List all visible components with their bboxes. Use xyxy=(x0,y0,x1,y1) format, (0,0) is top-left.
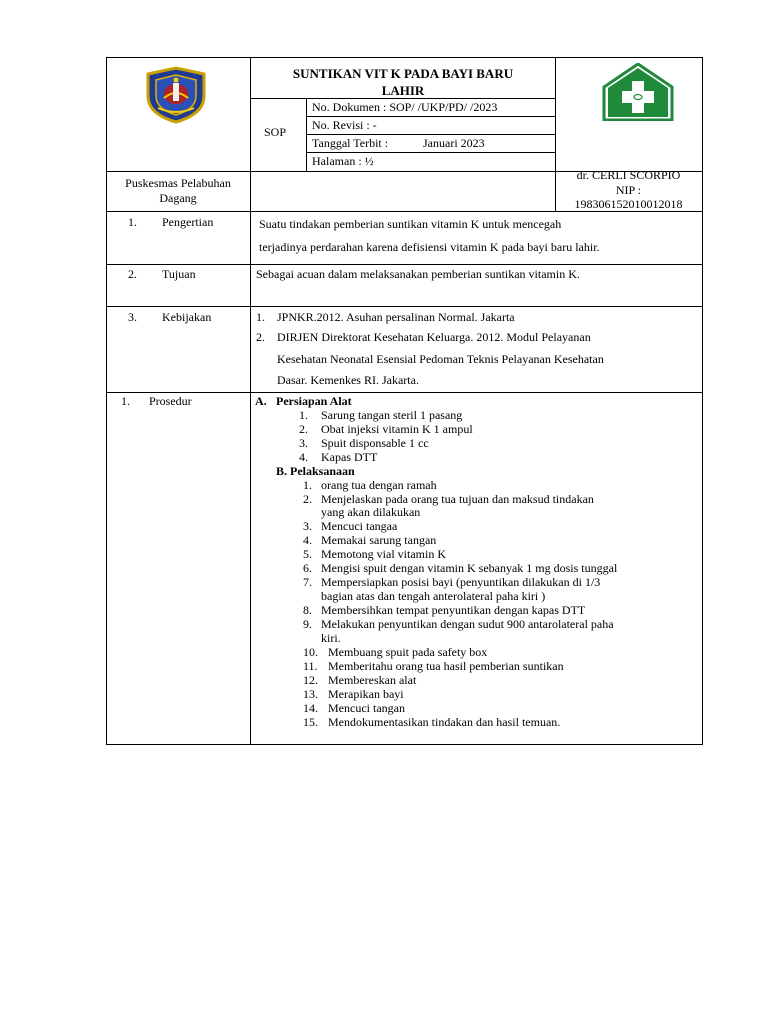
list-item: Sarung tangan steril 1 pasang xyxy=(321,408,463,422)
list-item-number: 10. xyxy=(303,645,318,659)
regional-emblem-icon xyxy=(144,66,208,124)
list-item-continuation: kiri. xyxy=(321,631,341,645)
list-item: Membuang spuit pada safety box xyxy=(328,645,488,659)
list-item: Melakukan penyuntikan dengan sudut 900 antarolateral paha xyxy=(321,617,614,631)
signatory-nip: 198306152010012018 xyxy=(574,197,683,211)
section-number-kebijakan: 3. xyxy=(128,310,137,324)
section-number-pengertian: 1. xyxy=(128,215,137,229)
list-item-continuation: bagian atas dan tengah anterolateral paha kiri ) xyxy=(321,589,546,603)
list-item-number: 5. xyxy=(303,547,312,561)
persiapan-heading: Persiapan Alat xyxy=(276,394,352,408)
doc-number: No. Dokumen : SOP/ /UKP/PD/ /2023 xyxy=(312,100,498,114)
list-item-number: 4. xyxy=(299,450,308,464)
list-item: Mencuci tangaa xyxy=(321,519,398,533)
doc-row-line-2 xyxy=(306,134,556,135)
list-item-number: 14. xyxy=(303,701,318,715)
list-item-number: 12. xyxy=(303,673,318,687)
list-item-number: 13. xyxy=(303,687,318,701)
column-divider xyxy=(250,57,251,745)
pengertian-text-line2: terjadinya perdarahan karena defisiensi vitamin K pada bayi baru lahir. xyxy=(259,240,600,254)
list-item-number: 4. xyxy=(303,533,312,547)
list-item: Merapikan bayi xyxy=(328,687,404,701)
list-item-number: 11. xyxy=(303,659,318,673)
doc-row-line-3 xyxy=(306,152,556,153)
table-border-right xyxy=(702,57,703,745)
table-border-left xyxy=(106,57,107,745)
section-line-tujuan xyxy=(106,306,703,307)
list-item-number: 6. xyxy=(303,561,312,575)
page-number: Halaman : ½ xyxy=(312,154,374,168)
doc-row-line-1 xyxy=(306,116,556,117)
table-border-bottom xyxy=(106,744,703,745)
kebijakan-item2-number: 2. xyxy=(256,330,265,344)
institution-name-line2: Dagang xyxy=(159,191,197,205)
list-item: Mempersiapkan posisi bayi (penyuntikan dilakukan di 1/3 xyxy=(321,575,601,589)
list-item: Menjelaskan pada orang tua tujuan dan maksud tindakan xyxy=(321,492,594,506)
list-item-number: 8. xyxy=(303,603,312,617)
list-item: Mencuci tangan xyxy=(328,701,405,715)
list-item: Kapas DTT xyxy=(321,450,378,464)
list-item-number: 3. xyxy=(299,436,308,450)
pelaksanaan-heading: B. Pelaksanaan xyxy=(276,464,355,478)
kebijakan-item2-line1: DIRJEN Direktorat Kesehatan Keluarga. 2012. Modul Pelayanan xyxy=(277,330,591,344)
title-bottom-line xyxy=(250,98,556,99)
list-item: Memberitahu orang tua hasil pemberian suntikan xyxy=(328,659,564,673)
section-label-prosedur: Prosedur xyxy=(149,394,192,408)
list-item-number: 1. xyxy=(303,478,312,492)
persiapan-heading-number: A. xyxy=(255,394,267,408)
kebijakan-item2-line2: Kesehatan Neonatal Esensial Pedoman Teknis Pelayanan Kesehatan xyxy=(277,352,604,366)
kebijakan-item1-text: JPNKR.2012. Asuhan persalinan Normal. Jakarta xyxy=(277,310,515,324)
section-line-pengertian xyxy=(106,264,703,265)
list-item-continuation: yang akan dilakukan xyxy=(321,505,421,519)
list-item: Mendokumentasikan tindakan dan hasil temuan. xyxy=(328,715,561,729)
green-cross-logo-icon xyxy=(602,63,674,121)
header-bottom-line xyxy=(106,211,703,212)
table-border-top xyxy=(106,57,703,58)
list-item-number: 15. xyxy=(303,715,318,729)
list-item-number: 2. xyxy=(303,492,312,506)
section-label-pengertian: Pengertian xyxy=(162,215,214,229)
institution-name-line1: Puskesmas Pelabuhan xyxy=(125,176,231,190)
sop-label: SOP xyxy=(264,125,287,139)
issue-date-value: Januari 2023 xyxy=(423,136,485,150)
list-item: Membersihkan tempat penyuntikan dengan kapas DTT xyxy=(321,603,586,617)
section-label-tujuan: Tujuan xyxy=(162,267,196,281)
list-item-number: 2. xyxy=(299,422,308,436)
list-item: Obat injeksi vitamin K 1 ampul xyxy=(321,422,473,436)
list-item: Mengisi spuit dengan vitamin K sebanyak 1 mg dosis tunggal xyxy=(321,561,618,575)
list-item-number: 3. xyxy=(303,519,312,533)
document-title-line1: SUNTIKAN VIT K PADA BAYI BARU xyxy=(292,66,514,81)
section-line-kebijakan xyxy=(106,392,703,393)
kebijakan-item1-number: 1. xyxy=(256,310,265,324)
kebijakan-item2-line3: Dasar. Kemenkes RI. Jakarta. xyxy=(277,373,419,387)
signatory-nip-label: NIP : xyxy=(615,183,642,197)
list-item: orang tua dengan ramah xyxy=(321,478,437,492)
section-number-tujuan: 2. xyxy=(128,267,137,281)
list-item: Memotong vial vitamin K xyxy=(321,547,446,561)
section-number-prosedur: 1. xyxy=(121,394,130,408)
list-item-number: 9. xyxy=(303,617,312,631)
signatory-name: dr. CERLI SCORPIO xyxy=(576,168,681,182)
list-item: Memakai sarung tangan xyxy=(321,533,437,547)
pengertian-text-line1: Suatu tindakan pemberian suntikan vitamin K untuk mencegah xyxy=(259,217,562,231)
issue-date-label: Tanggal Terbit : xyxy=(312,136,389,150)
list-item-number: 1. xyxy=(299,408,308,422)
list-item: Membereskan alat xyxy=(328,673,417,687)
list-item: Spuit disponsable 1 cc xyxy=(321,436,429,450)
document-title-line2: LAHIR xyxy=(381,83,425,98)
section-label-kebijakan: Kebijakan xyxy=(162,310,212,324)
tujuan-text: Sebagai acuan dalam melaksanakan pemberian suntikan vitamin K. xyxy=(256,267,580,281)
revision-number: No. Revisi : - xyxy=(312,118,377,132)
list-item-number: 7. xyxy=(303,575,312,589)
